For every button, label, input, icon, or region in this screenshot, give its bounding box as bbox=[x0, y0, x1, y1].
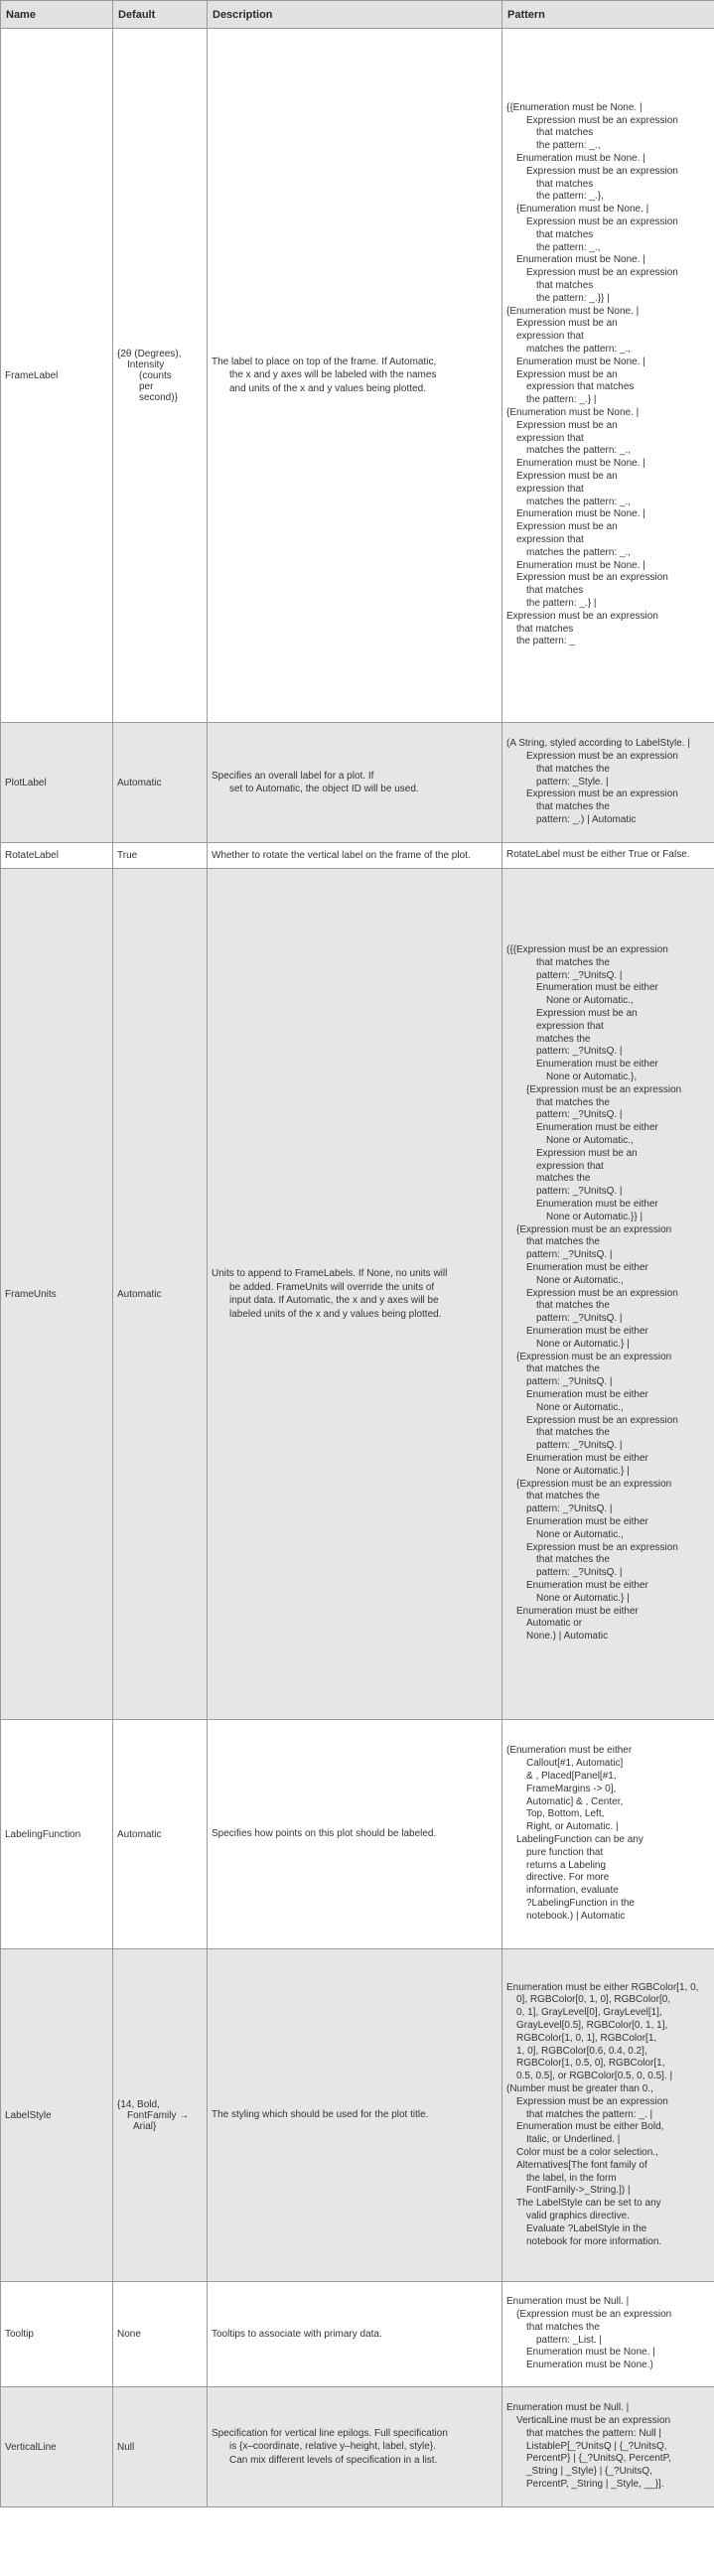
pattern-line: Expression must be an expression bbox=[526, 114, 678, 126]
pattern-line: ?LabelingFunction in the bbox=[526, 1897, 635, 1909]
pattern-line: LabelingFunction can be any bbox=[516, 1834, 643, 1845]
pattern-line: Expression must be an expression bbox=[526, 1414, 678, 1426]
pattern-line: Enumeration must be None. | bbox=[516, 508, 645, 520]
pattern-line: Enumeration must be None. | bbox=[516, 559, 645, 571]
pattern-line: 0.5, 0.5], or RGBColor[0.5, 0, 0.5]. | bbox=[516, 2071, 673, 2082]
description-line: Whether to rotate the vertical label on the frame of the plot. bbox=[212, 849, 471, 861]
option-description bbox=[208, 1720, 502, 1949]
pattern-line: notebook.) | Automatic bbox=[526, 1910, 626, 1922]
pattern-line: None or Automatic., bbox=[546, 1135, 634, 1147]
pattern-line: expression that bbox=[516, 331, 584, 343]
default-line: None bbox=[117, 2329, 141, 2340]
pattern-line: Expression must be an expression bbox=[526, 267, 678, 279]
option-pattern bbox=[502, 1949, 714, 2282]
pattern-line: FontFamily->_String.]) | bbox=[526, 2185, 631, 2197]
pattern-line: RGBColor[1, 0, 1], RGBColor[1, bbox=[516, 2032, 657, 2044]
pattern-line: Enumeration must be None. | bbox=[516, 254, 645, 266]
pattern-line: matches the bbox=[536, 1173, 591, 1185]
description-line: Specifies an overall label for a plot. If bbox=[212, 770, 374, 782]
option-name: FrameUnits bbox=[1, 869, 113, 1720]
pattern-line: pattern: _?UnitsQ. | bbox=[536, 969, 623, 981]
header-description: Description bbox=[208, 1, 502, 29]
pattern-line: {Expression must be an expression bbox=[516, 1351, 672, 1362]
option-default bbox=[113, 1949, 208, 2282]
pattern-line: Enumeration must be either bbox=[526, 1515, 648, 1527]
pattern-line: Enumeration must be None. | bbox=[516, 153, 645, 165]
table-row bbox=[1, 1720, 714, 1949]
pattern-line: Enumeration must be either Bold, bbox=[516, 2121, 664, 2133]
pattern-line: expression that bbox=[516, 533, 584, 545]
pattern-line: the pattern: _ bbox=[516, 636, 575, 647]
default-line: {14, Bold, bbox=[117, 2098, 160, 2110]
pattern-line: pattern: _?UnitsQ. | bbox=[536, 1109, 623, 1121]
pattern-line: pattern: _?UnitsQ. | bbox=[526, 1503, 613, 1515]
pattern-line: Expression must be an bbox=[536, 1008, 638, 1020]
pattern-line: (A String, styled according to LabelStyle. | bbox=[506, 738, 690, 750]
pattern-line: pattern: _?UnitsQ. | bbox=[526, 1376, 613, 1388]
header-name: Name bbox=[1, 1, 113, 29]
pattern-line: Enumeration must be Null. | bbox=[506, 2296, 630, 2308]
pattern-line: None or Automatic.} | bbox=[536, 1465, 630, 1477]
pattern-line: that matches the pattern: Null | bbox=[526, 2427, 662, 2439]
pattern-line: Enumeration must be None. | bbox=[516, 356, 645, 367]
pattern-line: the pattern: _.} | bbox=[526, 597, 597, 609]
pattern-line: Automatic or bbox=[526, 1618, 583, 1630]
pattern-line: Expression must be an expression bbox=[526, 788, 678, 800]
pattern-line: None.) | Automatic bbox=[526, 1631, 609, 1643]
pattern-line: {Enumeration must be None. | bbox=[506, 406, 640, 418]
header-row bbox=[1, 1, 714, 29]
pattern-line: Enumeration must be either bbox=[516, 1605, 639, 1617]
pattern-line: Enumeration must be None. | bbox=[526, 2347, 655, 2359]
pattern-line: Expression must be an expression bbox=[516, 572, 668, 584]
pattern-line: pattern: _?UnitsQ. | bbox=[536, 1440, 623, 1452]
pattern-line: The LabelStyle can be set to any bbox=[516, 2198, 661, 2210]
option-pattern bbox=[502, 2387, 714, 2507]
pattern-line: pattern: _List. | bbox=[536, 2334, 602, 2346]
pattern-line: VerticalLine must be an expression bbox=[516, 2415, 671, 2426]
option-default bbox=[113, 29, 208, 723]
description-line: Specification for vertical line epilogs. Full specification bbox=[212, 2427, 448, 2439]
pattern-line: 0, 1], GrayLevel[0], GrayLevel[1], bbox=[516, 2007, 662, 2019]
pattern-line: expression that bbox=[516, 432, 584, 444]
pattern-line: None or Automatic., bbox=[536, 1274, 624, 1286]
pattern-line: pattern: _?UnitsQ. | bbox=[536, 1186, 623, 1198]
pattern-line: matches the pattern: _., bbox=[526, 344, 632, 355]
default-line: FontFamily → bbox=[127, 2109, 190, 2121]
pattern-line: Enumeration must be Null. | bbox=[506, 2402, 630, 2414]
pattern-line: expression that bbox=[516, 483, 584, 495]
pattern-line: that matches the bbox=[536, 1554, 610, 1566]
pattern-line: (Number must be greater than 0., bbox=[506, 2083, 653, 2094]
pattern-line: pattern: _?UnitsQ. | bbox=[526, 1249, 613, 1261]
pattern-line: that matches the bbox=[536, 763, 610, 775]
pattern-line: 0], RGBColor[0, 1, 0], RGBColor[0, bbox=[516, 1994, 671, 2006]
description-line: The styling which should be used for the plot title. bbox=[212, 2109, 429, 2121]
pattern-line: ({{Expression must be an expression bbox=[506, 944, 668, 956]
pattern-line: Expression must be an expression bbox=[526, 216, 678, 228]
pattern-line: matches the pattern: _., bbox=[526, 445, 632, 457]
pattern-line: Expression must be an bbox=[516, 368, 618, 380]
table-row bbox=[1, 843, 714, 869]
pattern-line: that matches the bbox=[526, 2321, 600, 2333]
pattern-line: pattern: _.) | Automatic bbox=[536, 813, 637, 825]
table-row bbox=[1, 723, 714, 843]
table-row bbox=[1, 29, 714, 723]
pattern-line: PercentP} | {_?UnitsQ, PercentP, bbox=[526, 2453, 671, 2465]
default-line: Null bbox=[117, 2441, 135, 2453]
pattern-line: pattern: _?UnitsQ. | bbox=[536, 1046, 623, 1058]
table-row bbox=[1, 869, 714, 1720]
option-name: Tooltip bbox=[1, 2282, 113, 2387]
pattern-line: that matches bbox=[536, 228, 594, 240]
option-description bbox=[208, 1949, 502, 2282]
default-line: (counts bbox=[139, 369, 172, 381]
default-line: Intensity bbox=[127, 358, 165, 370]
pattern-line: {Expression must be an expression bbox=[526, 1083, 682, 1095]
header-default: Default bbox=[113, 1, 208, 29]
option-default bbox=[113, 843, 208, 869]
pattern-line: Expression must be an expression bbox=[526, 165, 678, 177]
pattern-line: Enumeration must be either bbox=[536, 982, 658, 994]
pattern-line: pattern: _?UnitsQ. | bbox=[536, 1567, 623, 1579]
option-pattern bbox=[502, 2282, 714, 2387]
pattern-line: {Enumeration must be None. | bbox=[506, 305, 640, 317]
pattern-line: returns a Labeling bbox=[526, 1859, 607, 1871]
pattern-line: Enumeration must be either bbox=[526, 1579, 648, 1591]
pattern-line: Color must be a color selection., bbox=[516, 2146, 658, 2158]
description-line: Can mix different levels of specification in a list. bbox=[229, 2454, 438, 2466]
description-line: and units of the x and y values being plotted. bbox=[229, 382, 426, 394]
default-line: Automatic bbox=[117, 777, 162, 788]
pattern-line: valid graphics directive. bbox=[526, 2210, 630, 2221]
pattern-line: GrayLevel[0.5], RGBColor[0, 1, 1], bbox=[516, 2020, 668, 2032]
pattern-line: (Enumeration must be either bbox=[506, 1745, 633, 1757]
option-default bbox=[113, 1720, 208, 1949]
pattern-line: Enumeration must be either bbox=[526, 1388, 648, 1400]
option-pattern bbox=[502, 29, 714, 723]
pattern-line: pattern: _?UnitsQ. | bbox=[536, 1313, 623, 1325]
pattern-line: RGBColor[1, 0.5, 0], RGBColor[1, bbox=[516, 2058, 665, 2070]
option-description bbox=[208, 843, 502, 869]
pattern-line: Enumeration must be either bbox=[536, 1122, 658, 1134]
option-name: LabelStyle bbox=[1, 1949, 113, 2282]
pattern-line: FrameMargins -> 0], bbox=[526, 1783, 617, 1794]
pattern-line: PercentP, _String | _Style, __}]. bbox=[526, 2478, 664, 2490]
pattern-line: Evaluate ?LabelStyle in the bbox=[526, 2222, 647, 2234]
pattern-line: that matches bbox=[536, 280, 594, 292]
pattern-line: Expression must be an expression bbox=[526, 751, 678, 762]
pattern-line: 1, 0], RGBColor[0.6, 0.4, 0.2], bbox=[516, 2045, 647, 2057]
pattern-line: Italic, or Underlined. | bbox=[526, 2134, 621, 2146]
option-description bbox=[208, 2282, 502, 2387]
pattern-line: Right, or Automatic. | bbox=[526, 1821, 619, 1833]
option-pattern bbox=[502, 1720, 714, 1949]
pattern-line: {Expression must be an expression bbox=[516, 1478, 672, 1490]
pattern-line: that matches the bbox=[526, 1363, 600, 1375]
option-pattern bbox=[502, 723, 714, 843]
description-line: set to Automatic, the object ID will be used. bbox=[229, 784, 419, 794]
pattern-line: matches the bbox=[536, 1033, 591, 1045]
pattern-line: that matches the bbox=[536, 1096, 610, 1108]
pattern-line: that matches bbox=[516, 623, 574, 635]
pattern-line: ListableP[_?UnitsQ | {_?UnitsQ, bbox=[526, 2440, 667, 2452]
pattern-line: Automatic] & , Center, bbox=[526, 1795, 624, 1807]
description-line: input data. If Automatic, the x and y axes will be bbox=[229, 1295, 439, 1306]
description-line: Tooltips to associate with primary data. bbox=[212, 2328, 382, 2340]
option-default bbox=[113, 2387, 208, 2507]
pattern-line: directive. For more bbox=[526, 1872, 610, 1884]
pattern-line: Enumeration must be either bbox=[526, 1452, 648, 1464]
option-name: FrameLabel bbox=[1, 29, 113, 723]
pattern-line: Enumeration must be either bbox=[536, 1199, 658, 1211]
pattern-line: that matches the bbox=[536, 1427, 610, 1439]
header-pattern: Pattern bbox=[502, 1, 714, 29]
pattern-line: that matches the pattern: _. | bbox=[526, 2108, 653, 2120]
pattern-line: expression that bbox=[536, 1160, 604, 1172]
description-line: the x and y axes will be labeled with the names bbox=[229, 369, 437, 381]
default-line: Arial} bbox=[133, 2120, 157, 2132]
default-line: second)} bbox=[139, 391, 178, 403]
option-name: LabelingFunction bbox=[1, 1720, 113, 1949]
option-description bbox=[208, 2387, 502, 2507]
pattern-line: pattern: _Style. | bbox=[536, 776, 609, 787]
description-line: Units to append to FrameLabels. If None, no units will bbox=[212, 1268, 448, 1279]
pattern-line: the pattern: _.}} | bbox=[536, 292, 610, 304]
pattern-line: (Expression must be an expression bbox=[516, 2308, 672, 2320]
pattern-line: that matches the bbox=[526, 1491, 600, 1503]
pattern-line: expression that bbox=[536, 1020, 604, 1032]
pattern-line: the pattern: _.}, bbox=[536, 191, 604, 203]
pattern-line: notebook for more information. bbox=[526, 2235, 662, 2247]
table-row bbox=[1, 2387, 714, 2507]
default-line: Automatic bbox=[117, 1828, 162, 1840]
option-description bbox=[208, 29, 502, 723]
pattern-line: None or Automatic.}, bbox=[546, 1072, 638, 1083]
pattern-line: None or Automatic., bbox=[546, 995, 634, 1007]
pattern-line: {Expression must be an expression bbox=[516, 1223, 672, 1235]
pattern-line: Enumeration must be either bbox=[526, 1325, 648, 1337]
description-line: is {x–coordinate, relative y–height, label, style}. bbox=[229, 2441, 436, 2453]
pattern-line: Expression must be an bbox=[516, 318, 618, 330]
option-name: PlotLabel bbox=[1, 723, 113, 843]
default-line: {2θ (Degrees), bbox=[117, 348, 182, 359]
table-row bbox=[1, 2282, 714, 2387]
pattern-line: Enumeration must be None. | bbox=[516, 458, 645, 470]
default-line: per bbox=[139, 380, 154, 392]
pattern-line: the label, in the form bbox=[526, 2172, 617, 2184]
pattern-line: that matches bbox=[536, 178, 594, 190]
option-default bbox=[113, 869, 208, 1720]
pattern-line: that matches bbox=[526, 585, 584, 597]
pattern-line: RotateLabel must be either True or False. bbox=[506, 849, 690, 861]
pattern-line: that matches the bbox=[526, 1236, 600, 1248]
pattern-line: Callout[#1, Automatic] bbox=[526, 1758, 624, 1770]
pattern-line: {Enumeration must be None. | bbox=[516, 204, 649, 215]
pattern-line: information, evaluate bbox=[526, 1885, 619, 1897]
table-row bbox=[1, 1949, 714, 2282]
option-name: RotateLabel bbox=[1, 843, 113, 869]
pattern-line: pure function that bbox=[526, 1846, 604, 1858]
option-default bbox=[113, 2282, 208, 2387]
pattern-line: {{Enumeration must be None. | bbox=[506, 101, 643, 113]
pattern-line: None or Automatic.} | bbox=[536, 1592, 630, 1604]
pattern-line: Expression must be an bbox=[516, 419, 618, 431]
pattern-line: Top, Bottom, Left, bbox=[526, 1808, 605, 1820]
pattern-line: None or Automatic.}} | bbox=[546, 1211, 643, 1222]
pattern-line: Enumeration must be either bbox=[526, 1262, 648, 1273]
pattern-line: Expression must be an expression bbox=[516, 2095, 668, 2107]
description-line: labeled units of the x and y values being plotted. bbox=[229, 1308, 442, 1320]
pattern-line: None or Automatic., bbox=[536, 1528, 624, 1540]
pattern-line: that matches bbox=[536, 127, 594, 139]
pattern-line: & , Placed[Panel[#1, bbox=[526, 1771, 617, 1783]
option-name: VerticalLine bbox=[1, 2387, 113, 2507]
pattern-line: Expression must be an expression bbox=[506, 610, 658, 622]
option-default bbox=[113, 723, 208, 843]
option-description bbox=[208, 869, 502, 1720]
pattern-line: that matches the bbox=[536, 1300, 610, 1312]
description-line: Specifies how points on this plot should be labeled. bbox=[212, 1828, 437, 1840]
pattern-line: Expression must be an bbox=[516, 521, 618, 533]
option-description bbox=[208, 723, 502, 843]
pattern-line: Alternatives[The font family of bbox=[516, 2159, 647, 2171]
pattern-line: that matches the bbox=[536, 956, 610, 968]
default-line: Automatic bbox=[117, 1288, 162, 1300]
pattern-line: the pattern: _., bbox=[536, 241, 601, 253]
pattern-line: that matches the bbox=[536, 801, 610, 813]
default-line: True bbox=[117, 850, 138, 861]
option-pattern bbox=[502, 843, 714, 869]
pattern-line: _String | _Style} | {_?UnitsQ, bbox=[526, 2466, 652, 2478]
pattern-line: Expression must be an expression bbox=[526, 1541, 678, 1553]
option-pattern bbox=[502, 869, 714, 1720]
pattern-line: the pattern: _.} | bbox=[526, 394, 597, 406]
pattern-line: matches the pattern: _., bbox=[526, 546, 632, 558]
pattern-line: None or Automatic., bbox=[536, 1401, 624, 1413]
pattern-line: expression that matches bbox=[526, 381, 635, 393]
pattern-line: Enumeration must be either bbox=[536, 1059, 658, 1071]
pattern-line: Enumeration must be either RGBColor[1, 0, bbox=[506, 1981, 699, 1993]
pattern-line: the pattern: _., bbox=[536, 140, 601, 152]
pattern-line: matches the pattern: _., bbox=[526, 496, 632, 507]
pattern-line: Expression must be an bbox=[516, 470, 618, 482]
description-line: The label to place on top of the frame. If Automatic, bbox=[212, 356, 437, 367]
description-line: be added. FrameUnits will override the units of bbox=[229, 1281, 435, 1293]
pattern-line: None or Automatic.} | bbox=[536, 1338, 630, 1350]
pattern-line: Expression must be an expression bbox=[526, 1287, 678, 1299]
pattern-line: Enumeration must be None.) bbox=[526, 2360, 653, 2371]
pattern-line: Expression must be an bbox=[536, 1147, 638, 1159]
